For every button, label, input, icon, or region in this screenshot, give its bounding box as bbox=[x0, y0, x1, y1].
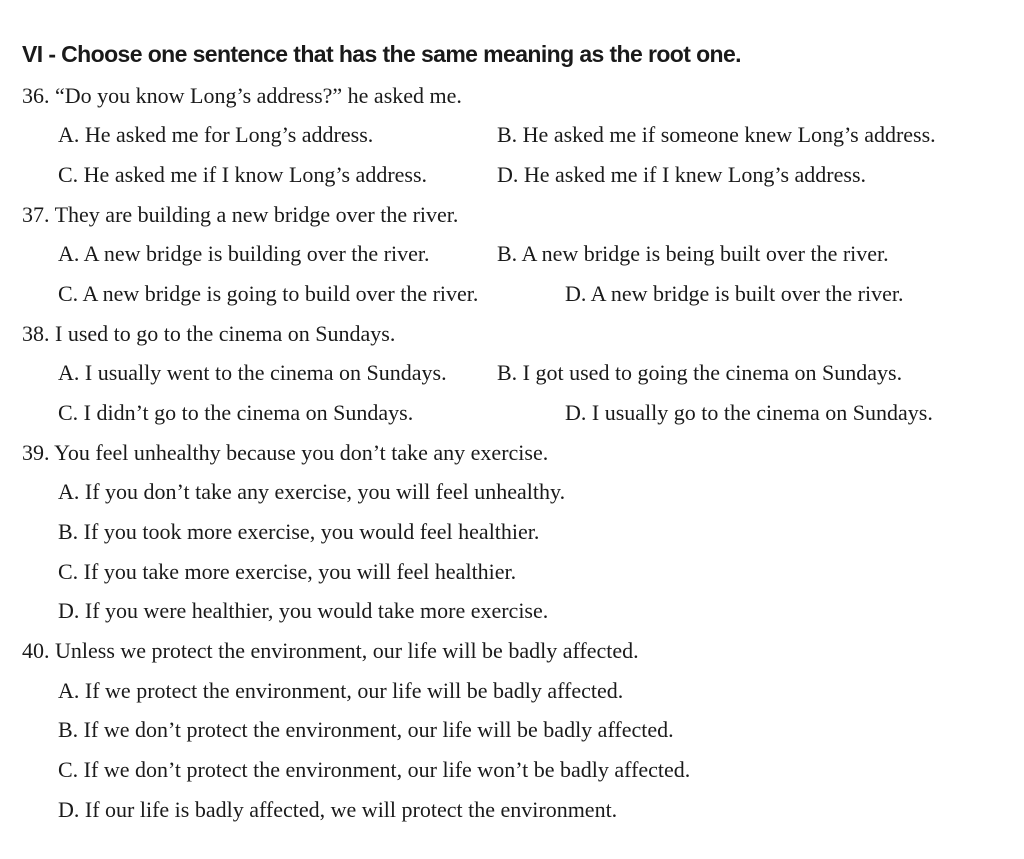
section-title: VI - Choose one sentence that has the same meaning as the root one. bbox=[22, 41, 741, 67]
option-36-c: C. He asked me if I know Long’s address. bbox=[58, 162, 428, 187]
question-stem-39: 39. You feel unhealthy because you don’t take any exercise. bbox=[22, 440, 549, 465]
option-38-b: B. I got used to going the cinema on Sundays. bbox=[497, 360, 903, 385]
option-40-d: D. If our life is badly affected, we will protect the environment. bbox=[58, 797, 618, 822]
option-37-b: B. A new bridge is being built over the river. bbox=[497, 241, 889, 266]
question-stem-36: 36. “Do you know Long’s address?” he asked me. bbox=[22, 83, 462, 108]
option-38-d: D. I usually go to the cinema on Sundays. bbox=[565, 400, 933, 425]
option-36-a: A. He asked me for Long’s address. bbox=[58, 122, 374, 147]
question-stem-37: 37. They are building a new bridge over the river. bbox=[22, 202, 459, 227]
option-40-c: C. If we don’t protect the environment, our life won’t be badly affected. bbox=[58, 757, 691, 782]
option-39-c: C. If you take more exercise, you will feel healthier. bbox=[58, 559, 517, 584]
question-stem-38: 38. I used to go to the cinema on Sundays. bbox=[22, 321, 396, 346]
option-39-b: B. If you took more exercise, you would feel healthier. bbox=[58, 519, 540, 544]
option-39-a: A. If you don’t take any exercise, you will feel unhealthy. bbox=[58, 479, 566, 504]
option-37-c: C. A new bridge is going to build over the river. bbox=[58, 281, 479, 306]
option-36-d: D. He asked me if I knew Long’s address. bbox=[497, 162, 867, 187]
option-37-a: A. A new bridge is building over the river. bbox=[58, 241, 430, 266]
option-40-a: A. If we protect the environment, our life will be badly affected. bbox=[58, 678, 624, 703]
question-stem-40: 40. Unless we protect the environment, our life will be badly affected. bbox=[22, 638, 639, 663]
option-38-c: C. I didn’t go to the cinema on Sundays. bbox=[58, 400, 414, 425]
option-40-b: B. If we don’t protect the environment, our life will be badly affected. bbox=[58, 717, 674, 742]
option-36-b: B. He asked me if someone knew Long’s address. bbox=[497, 122, 936, 147]
option-37-d: D. A new bridge is built over the river. bbox=[565, 281, 904, 306]
option-38-a: A. I usually went to the cinema on Sundays. bbox=[58, 360, 447, 385]
option-39-d: D. If you were healthier, you would take more exercise. bbox=[58, 598, 549, 623]
